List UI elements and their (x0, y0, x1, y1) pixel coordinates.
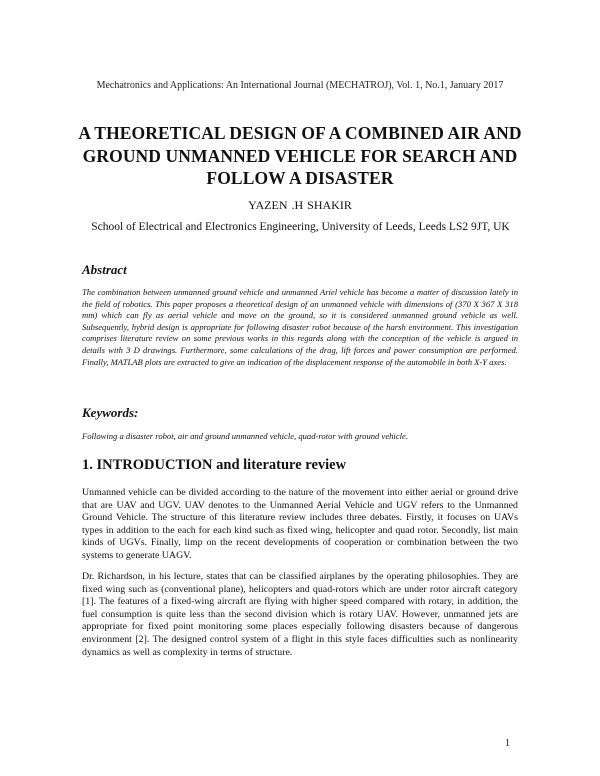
paper-title: A THEORETICAL DESIGN OF A COMBINED AIR AND GROUND UNMANNED VEHICLE FOR SEARCH AND FOLLOW A DISASTER (78, 123, 522, 188)
running-head: Mechatronics and Applications: An International Journal (MECHATROJ), Vol. 1, No.1, January 2017 (96, 80, 504, 91)
body-paragraph: Dr. Richardson, in his lecture, states that can be classified airplanes by the operating philosophies. They are fixed wing such as (conventional plane), helicopters and quad-rotors which are under rotor aircraft category [1]. The features of a fixed-wing aircraft are flying with higher speed compared with rotary, in addition, the fuel consumption is quite less than the second division which is rotary UAV. However, unmanned jets are appropriate for fixed point monitoring some places especially following disasters because of dangerous environment [2]. The designed control system of a flight in this style faces difficulties such as nonlinearity dynamics as well as complexity in terms of structure. (82, 571, 518, 658)
author-affiliation: School of Electrical and Electronics Engineering, University of Leeds, Leeds LS2 9JT, UK (91, 221, 510, 233)
section-heading: 1. INTRODUCTION and literature review (82, 457, 347, 473)
author-name: YAZEN .H SHAKIR (248, 198, 352, 212)
page-number: 1 (505, 738, 510, 749)
body-paragraph: Unmanned vehicle can be divided according to the nature of the movement into either aerial or ground drive that are UAV and UGV. UAV denotes to the Unmanned Aerial Vehicle and UGV refers to the Unmanned Ground Vehicle. The structure of this literature review includes three debates. Firstly, it focuses on UAVs types in addition to the each for each kind such as fixed wing, helicopter and quad rotor. Secondly, list main kinds of UGVs. Finally, limp on the recent developments of cooperation or combination between the two systems to generate UAGV. (82, 487, 518, 561)
abstract-heading: Abstract (82, 262, 127, 277)
keywords-heading: Keywords: (82, 405, 139, 420)
abstract-body: The combination between unmanned ground vehicle and unmanned Ariel vehicle has become a matter of discussion lately in the field of robotics. This paper proposes a theoretical design of an unmanned vehicle with dimensions of (370 X 367 X 318 mm) which can fly as aerial vehicle and move on the ground, so it is considered unmanned ground vehicle as well. Subsequently, hybrid design is appropriate for following disaster robot because of the harsh environment. This investigation comprises literature review on some previous works in this regards along with the conception of the vehicle is argued in details with 3 D drawings. Furthermore, some calculations of the drag, lift forces and power consumption are performed. Finally, MATLAB plots are extracted to give an indication of the displacement response of the automobile in both X-Y axes. (82, 287, 518, 367)
keywords-body: Following a disaster robot, air and ground unmanned vehicle, quad-rotor with ground vehicle. (82, 431, 408, 441)
